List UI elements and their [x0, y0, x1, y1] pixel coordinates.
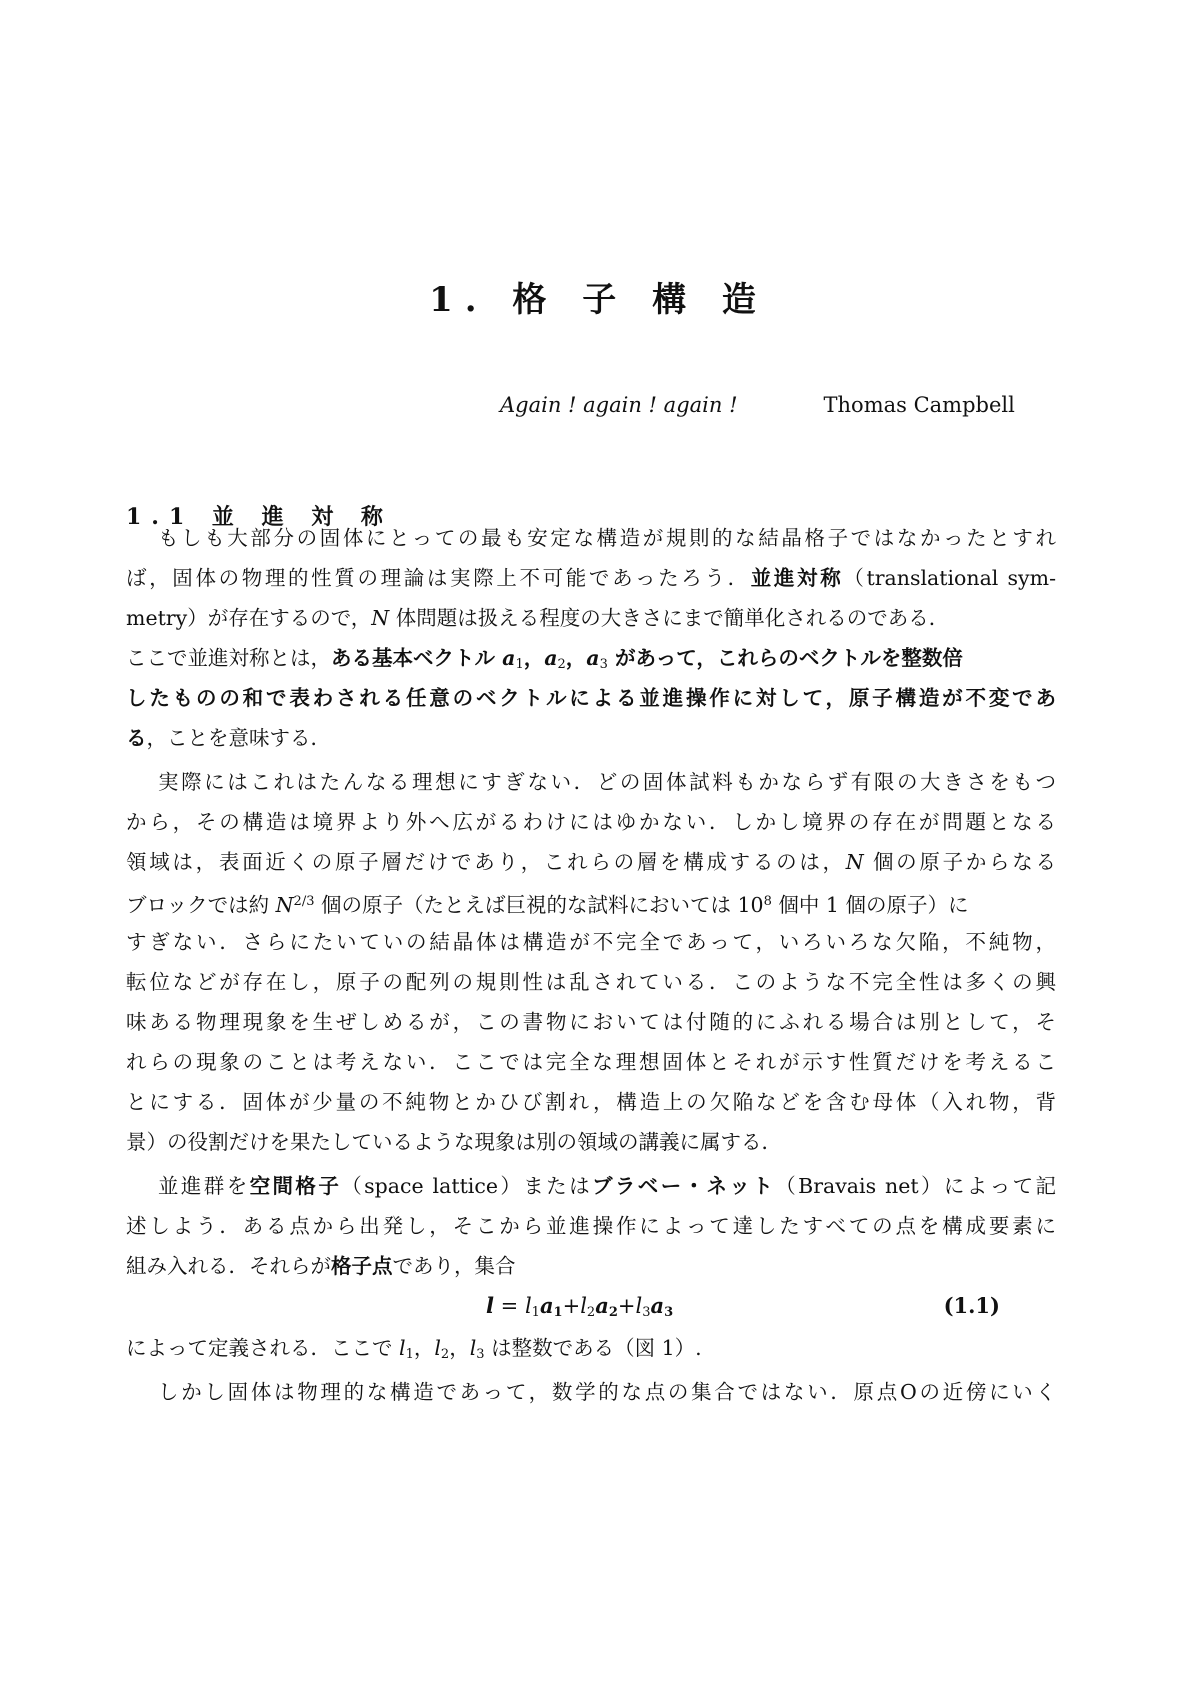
bold-definition: る [126, 726, 147, 750]
math-subscript: 2 [586, 1305, 596, 1320]
math-symbol: a [544, 646, 558, 670]
section-heading: 1.1 並 進 対 称 [126, 504, 393, 530]
paragraph-4-line-1 [126, 1328, 1056, 1368]
text-run: ， [565, 646, 587, 670]
paragraph-5-line-1: しかし固体は物理的な構造であって，数学的な点の集合ではない．原点Oの近傍にいく [158, 1380, 1056, 1404]
math-symbol: l [635, 1294, 643, 1318]
equation-number: (1.1) [943, 1293, 1000, 1318]
text-run: 体問題は扱える程度の大きさにまで簡単化されるのである． [389, 606, 950, 630]
term-space-lattice: 空間格子 [249, 1174, 342, 1198]
equation-1-1 [126, 1286, 1056, 1326]
math-operator: + [617, 1294, 636, 1318]
paragraph-3-line-3 [126, 1246, 1056, 1286]
bold-definition: があって，これらのベクトルを整数倍 [607, 646, 963, 670]
math-superscript: 8 [763, 894, 772, 909]
math-symbol: a [595, 1293, 609, 1318]
math-symbol: l [469, 1336, 477, 1360]
math-operator: + [562, 1294, 581, 1318]
term-translational-symmetry: 並進対称 [750, 566, 844, 590]
math-symbol: a [586, 646, 600, 670]
term-lattice-point: 格子点 [331, 1254, 393, 1278]
text-run: であり，集合 [392, 1254, 516, 1278]
math-symbol: l [486, 1293, 494, 1318]
math-symbol: a [650, 1293, 665, 1318]
text-run: 領域は，表面近くの原子層だけであり，これらの層を構成するのは， [126, 850, 846, 874]
math-subscript: 1 [515, 657, 524, 672]
text-run: ， [449, 1336, 470, 1360]
math-symbol: N [275, 893, 294, 917]
math-subscript: 2 [608, 1305, 618, 1320]
paragraph-2-line-3 [126, 842, 1056, 882]
text-run: （Bravais net）によって記 [775, 1174, 1056, 1198]
text-run: ば，固体の物理的性質の理論は実際上不可能であったろう． [126, 566, 751, 590]
text-run: ブロックでは約 [126, 893, 276, 917]
epigraph-author: Thomas Campbell [823, 393, 1015, 417]
text-run: metry）が存在するので， [126, 606, 372, 630]
text-run: ここで並進対称とは， [126, 646, 331, 670]
math-symbol: l [399, 1336, 406, 1360]
paragraph-1-line-4 [126, 638, 1056, 678]
paragraph-2-line-1: 実際にはこれはたんなる理想にすぎない．どの固体試料もかならず有限の大きさをもつ [158, 770, 1056, 794]
paragraph-2-line-2: から，その構造は境界より外へ広がるわけにはゆかない．しかし境界の存在が問題となる [126, 810, 1056, 834]
text-run: 個中 1 個の原子）に [771, 893, 969, 917]
text-run: （space lattice）または [341, 1174, 592, 1198]
text-run: ， [413, 1336, 435, 1360]
paragraph-1-line-6 [126, 718, 1056, 758]
epigraph-quote: Again ! again ! again ! [500, 393, 738, 417]
text-run: は整数である（図 1）. [484, 1336, 702, 1360]
math-subscript: 1 [405, 1347, 414, 1362]
paragraph-2-line-8: れらの現象のことは考えない．ここでは完全な理想固体とそれが示す性質だけを考えるこ [126, 1050, 1056, 1074]
math-symbol: l [434, 1336, 441, 1360]
text-run: 組み入れる．それらが [126, 1254, 331, 1278]
paragraph-1-line-2 [126, 558, 1056, 598]
math-subscript: 1 [531, 1305, 540, 1320]
text-run: 並進群を [158, 1174, 250, 1198]
paragraph-2-line-5: すぎない．さらにたいていの結晶体は構造が不完全であって，いろいろな欠陥，不純物， [126, 930, 1056, 954]
epigraph [500, 393, 1015, 417]
chapter-title: 1. 格 子 構 造 [429, 280, 768, 320]
paragraph-2-line-6: 転位などが存在し，原子の配列の規則性は乱されている．このような不完全性は多くの興 [126, 970, 1056, 994]
paragraph-1-line-1: もしも大部分の固体にとっての最も安定な構造が規則的な結晶格子ではなかったとすれ [158, 526, 1056, 550]
math-symbol: l [580, 1294, 587, 1318]
text-run: ，ことを意味する． [146, 726, 331, 750]
paragraph-2-line-4 [126, 882, 1056, 922]
math-symbol: l [524, 1294, 532, 1318]
paragraph-3-line-1 [126, 1166, 1056, 1206]
paragraph-2-line-7: 味ある物理現象を生ぜしめるが，この書物においては付随的にふれる場合は別として，そ [126, 1010, 1056, 1034]
math-subscript: 2 [557, 657, 566, 672]
text-run: （translational sym- [843, 566, 1056, 590]
math-subscript: 1 [553, 1305, 563, 1320]
math-symbol: a [539, 1293, 554, 1318]
math-symbol: a [502, 646, 516, 670]
math-subscript: 2 [440, 1347, 450, 1362]
math-symbol: N [371, 606, 390, 630]
paragraph-3-line-2: 述しよう．ある点から出発し，そこから並進操作によって達したすべての点を構成要素に [126, 1214, 1056, 1238]
paragraph-1-line-3 [126, 598, 1056, 638]
equation-expression [486, 1286, 673, 1333]
text-run: によって定義される．ここで [126, 1336, 400, 1360]
paragraph-1-line-5: したものの和で表わされる任意のベクトルによる並進操作に対して，原子構造が不変であ [126, 686, 1056, 710]
text-run: 個の原子からなる [863, 850, 1056, 874]
paragraph-2-line-9: とにする．固体が少量の不純物とかひび割れ，構造上の欠陥などを含む母体（入れ物，背 [126, 1090, 1056, 1114]
text-run: ， [523, 646, 545, 670]
term-bravais-net: ブラベー・ネット [592, 1174, 776, 1198]
math-symbol: N [845, 850, 864, 874]
math-subscript: 3 [599, 657, 608, 672]
math-subscript: 3 [476, 1347, 485, 1362]
paragraph-2-line-10: 景）の役割だけを果たしているような現象は別の領域の講義に属する． [126, 1130, 782, 1154]
math-operator: = [493, 1294, 525, 1318]
math-superscript: 2/3 [293, 894, 315, 909]
text-run: 個の原子（たとえば巨視的な試料においては 10 [314, 893, 764, 917]
math-subscript: 3 [642, 1305, 651, 1320]
bold-definition: ある基本ベクトル [331, 646, 503, 670]
math-subscript: 3 [664, 1305, 674, 1320]
